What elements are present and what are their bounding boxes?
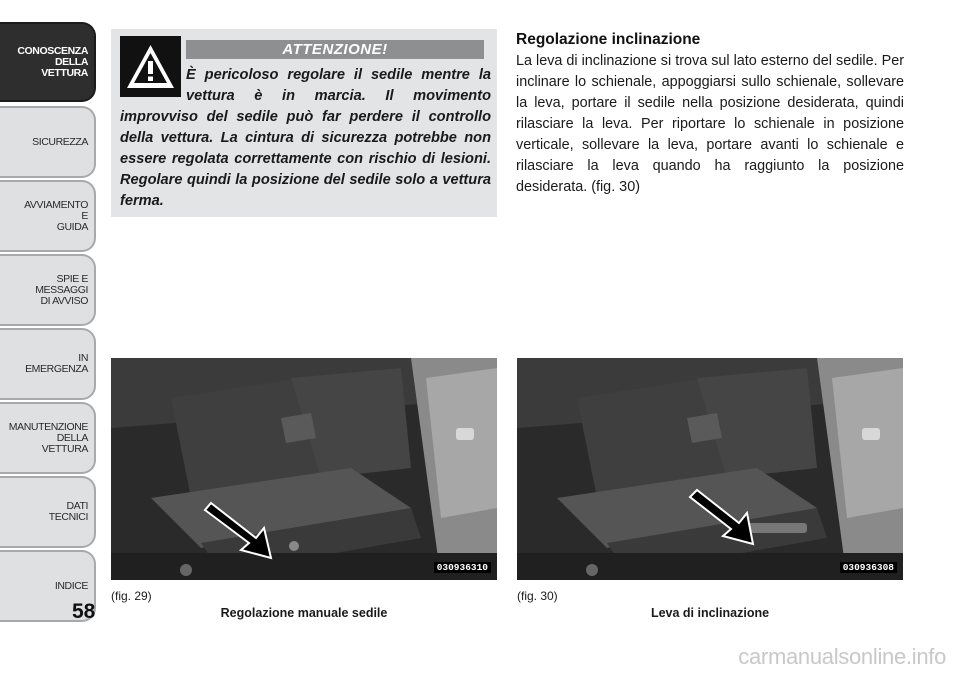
figure-code: 030936308 — [840, 562, 897, 573]
warning-box — [111, 29, 497, 217]
tab-label: AVVIAMENTO E GUIDA — [24, 198, 88, 233]
warning-text — [120, 65, 491, 212]
warning-text-content: È pericoloso regolare il sedile mentre la vettura è in marcia. Il movimento improvviso del sedile può far perdere il controllo della vettura. La cintura di sicurezza potrebbe non essere regolata correttamente con rischio di lesioni. Regolare quindi la posizione del sedile solo a vettura ferma. — [120, 67, 491, 209]
warning-heading: ATTENZIONE! — [186, 40, 484, 59]
tab-label: SICUREZZA — [32, 135, 88, 148]
figure-caption: Leva di inclinazione — [650, 606, 770, 620]
figure-number: (fig. 29) — [111, 589, 152, 603]
tab-sicurezza[interactable] — [0, 106, 96, 178]
tab-label: SPIE E MESSAGGI DI AVVISO — [35, 272, 88, 307]
tab-label: MANUTENZIONE DELLA VETTURA — [8, 420, 88, 455]
section-body: La leva di inclinazione si trova sul lato esterno del sedile. Per inclinare lo schienale, appoggiarsi sullo schienale, sollevare la leva, portare il sedile nella posizione desiderata, quindi rilasciare la leva. Per riportare lo schienale in posizione verticale, sollevare la leva, portare avanti lo schienale e rilasciare la leva quando ha raggiunto la posizione desiderata. (fig. 30) — [516, 53, 904, 195]
watermark: carmanualsonline.info — [738, 644, 946, 669]
page-number: 58 — [72, 600, 96, 623]
figure-seat-manual-adjust — [111, 358, 497, 580]
tab-conoscenza-della-vettura[interactable] — [0, 22, 96, 102]
figure-code: 030936310 — [434, 562, 491, 573]
figure-number: (fig. 30) — [517, 589, 558, 603]
tab-label: CONOSCENZA DELLA VETTURA — [17, 44, 88, 79]
tab-label: IN EMERGENZA — [25, 352, 88, 375]
seat-illustration — [111, 358, 497, 580]
tab-avviamento-e-guida[interactable] — [0, 180, 96, 252]
tab-label: DATI TECNICI — [48, 500, 88, 523]
tab-in-emergenza[interactable] — [0, 328, 96, 400]
figure-recline-lever — [517, 358, 903, 580]
tab-dati-tecnici[interactable] — [0, 476, 96, 548]
tab-spie-e-messaggi[interactable] — [0, 254, 96, 326]
seat-illustration — [517, 358, 903, 580]
section-title: Regolazione inclinazione — [516, 31, 701, 48]
tab-label: INDICE — [54, 579, 88, 592]
figure-caption: Regolazione manuale sedile — [220, 606, 388, 620]
tab-manutenzione-della-vettura[interactable] — [0, 402, 96, 474]
